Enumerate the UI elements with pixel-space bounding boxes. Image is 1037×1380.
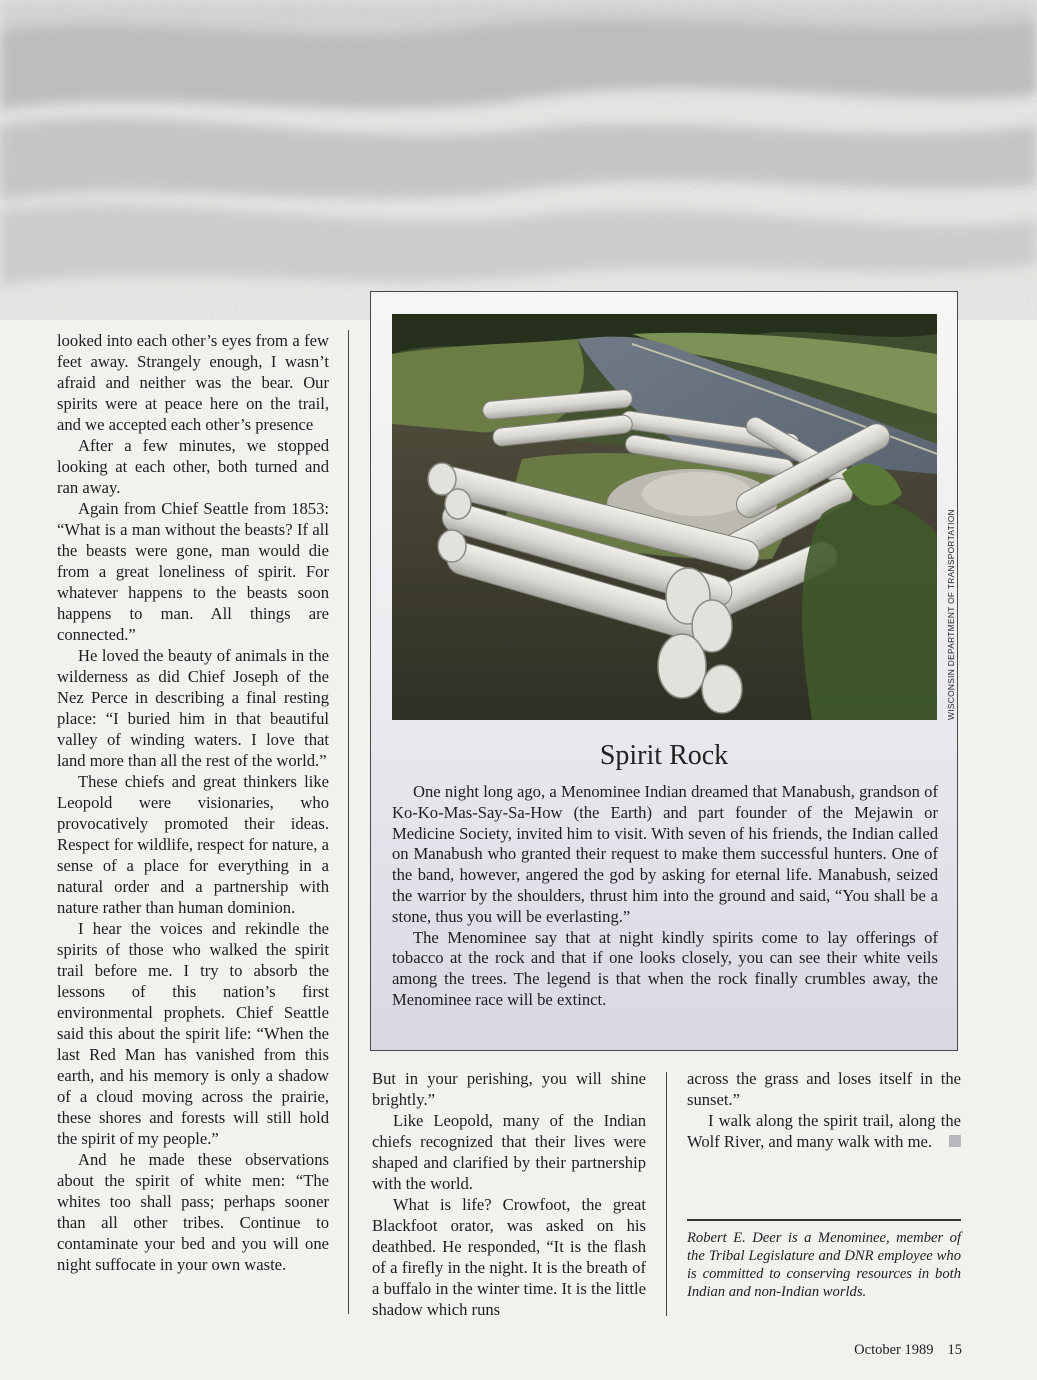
article-paragraph: I hear the voices and rekindle the spirits of those who walked the spirit trail before me. I try to absorb the lessons of this nation’s first environmental prophets. Chief Seattle said this about the spirit life: “When the last Red Man has vanished from this earth, and his memory is only a shadow of a cloud moving across the prairie, these shores and forests will still hold the spirit of my people.”	[57, 919, 329, 1148]
article-paragraph: across the grass and loses itself in the sunset.”	[687, 1069, 961, 1109]
spirit-rock-sidebar	[370, 291, 958, 1051]
article-paragraph: Again from Chief Seattle from 1853: “What is a man without the beasts? If all the beasts were gone, man would die from a great loneliness of spirit. For whatever happens to the beasts soon happens to man. All things are connected.”	[57, 499, 329, 644]
issue-date: October 1989	[854, 1342, 934, 1358]
header-cloud-illustration	[0, 0, 1037, 320]
page-number: 15	[947, 1342, 962, 1358]
closing-paragraph-text: I walk along the spirit trail, along the Wolf River, and many walk with me.	[687, 1111, 961, 1151]
article-paragraph: And he made these observations about the spirit of white men: “The whites too shall pass; perhaps sooner than all other tribes. Continue to contaminate your bed and you will one night suffocate in your own waste.	[57, 1150, 329, 1274]
sidebar-body	[392, 782, 938, 1011]
column-divider	[348, 330, 349, 1314]
article-paragraph: Like Leopold, many of the Indian chiefs recognized that their lives were shaped and clarified by their partnership with the world.	[372, 1111, 646, 1193]
article-paragraph	[687, 1110, 961, 1152]
column-divider	[666, 1072, 667, 1316]
author-bio: Robert E. Deer is a Menominee, member of the Tribal Legislature and DNR employee who is committed to conserving resources in both Indian and non-Indian worlds.	[687, 1230, 961, 1300]
right-article-column	[687, 1068, 961, 1152]
article-paragraph: looked into each other’s eyes from a few feet away. Strangely enough, I wasn’t afraid and neither was the bear. Our spirits were at peace here on the trail, and we accepted each other’s presence	[57, 331, 329, 434]
photo-credit: WISCONSIN DEPARTMENT OF TRANSPORTATION	[946, 509, 956, 720]
article-paragraph: After a few minutes, we stopped looking at each other, both turned and ran away.	[57, 436, 329, 497]
article-paragraph: But in your perishing, you will shine brightly.”	[372, 1069, 646, 1109]
bio-divider	[687, 1219, 961, 1221]
middle-article-column	[372, 1068, 646, 1320]
article-paragraph: These chiefs and great thinkers like Leopold were visionaries, who provocatively promoted their ideas. Respect for wildlife, respect for nature, a sense of a place for everything in a natural order and a partnership with nature rather than human dominion.	[57, 772, 329, 917]
sidebar-paragraph: One night long ago, a Menominee Indian dreamed that Manabush, grandson of Ko-Ko-Mas-Say-Sa-How (the Earth) and part founder of the Mejawin or Medicine Society, invited him to visit. With seven of his friends, the Indian called on Manabush who granted their request to make them successful hunters. One of the band, however, angered the god by asking for eternal life. Manabush, seized the warrior by the shoulders, thrust him into the ground and said, “You shall be a stone, thus you will be everlasting.”	[392, 782, 938, 926]
spirit-rock-photo	[392, 314, 937, 720]
article-paragraph: What is life? Crowfoot, the great Blackfoot orator, was asked on his deathbed. He responded, “It is the flash of a firefly in the night. It is the breath of a buffalo in the winter time. It is the little shadow which runs	[372, 1195, 646, 1319]
article-paragraph: He loved the beauty of animals in the wilderness as did Chief Joseph of the Nez Perce in describing a final resting place: “I buried him in that beautiful valley of winding waters. I love that land more than all the rest of the world.”	[57, 646, 329, 770]
sidebar-title: Spirit Rock	[599, 740, 729, 771]
page-footer	[840, 1342, 962, 1359]
left-article-column	[57, 330, 329, 1275]
sidebar-paragraph: The Menominee say that at night kindly spirits come to lay offerings of tobacco at the rock and that if one looks closely, you can see their white veils among the trees. The legend is that when the rock finally crumbles away, the Menominee race will be extinct.	[392, 927, 938, 1009]
end-of-article-mark-icon	[949, 1135, 961, 1147]
